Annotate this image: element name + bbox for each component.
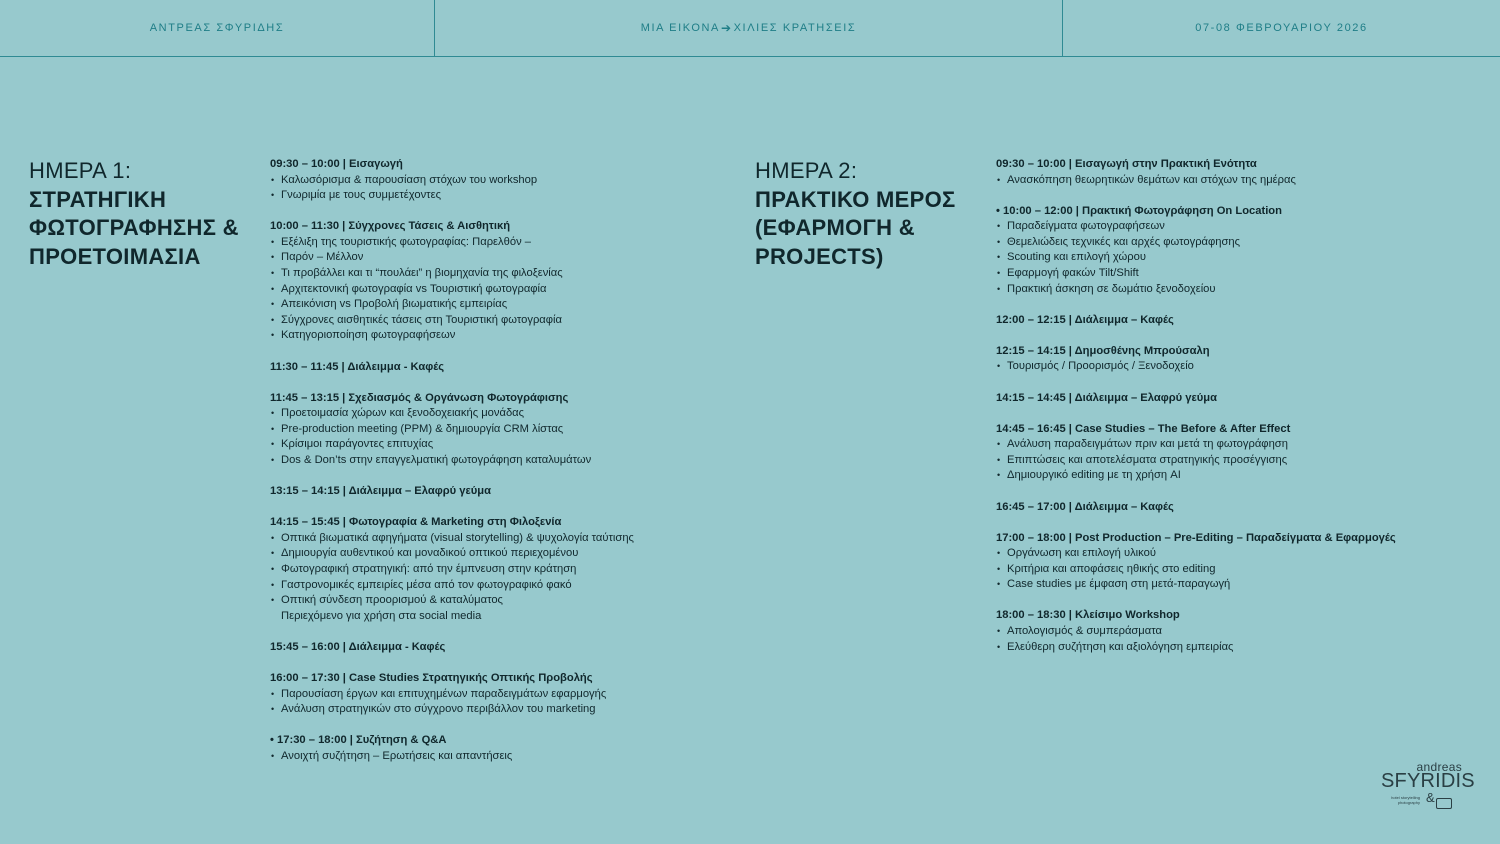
session-item: • Εξέλιξη της τουριστικής φωτογραφίας: Παρελθόν – [270,235,720,251]
schedule-block [996,313,1476,329]
session-heading: 17:00 – 18:00 | Post Production – Pre-Editing – Παραδείγματα & Εφαρμογές [996,531,1396,544]
session-item: • Γνωριμία με τους συμμετέχοντες [270,188,720,204]
session-item: • Ανασκόπηση θεωρητικών θεμάτων και στόχων της ημέρας [996,173,1476,189]
session-heading: 12:00 – 12:15 | Διάλειμμα – Καφές [996,313,1174,326]
schedule-block [270,515,720,624]
session-heading: 13:15 – 14:15 | Διάλειμμα – Ελαφρύ γεύμα [270,485,492,498]
session-heading: • 10:00 – 12:00 | Πρακτική Φωτογράφηση On Location [996,204,1282,217]
day2-label: ΗΜΕΡΑ 2: [755,158,858,183]
schedule-block [270,671,720,718]
session-item: • Σύγχρονες αισθητικές τάσεις στη Τουριστική φωτογραφία [270,313,720,329]
session-item: • Οπτική σύνδεση προορισμού & καταλύματος [270,593,720,609]
schedule-block [996,608,1476,655]
arrow-right-icon: ➔ [720,21,733,35]
session-item: • Τι προβάλλει και τι “πουλάει” η βιομηχανία της φιλοξενίας [270,266,720,282]
header-date [1063,0,1500,56]
session-item: • Παραδείγματα φωτογραφήσεων [996,219,1476,235]
session-heading: 14:15 – 14:45 | Διάλειμμα – Ελαφρύ γεύμα [996,391,1218,404]
schedule-block [996,344,1476,375]
schedule-block [270,157,720,204]
event-date: 07-08 ΦΕΒΡΟΥΑΡΙΟΥ 2026 [1195,22,1368,34]
session-item: • Πρακτική άσκηση σε δωμάτιο ξενοδοχείου [996,282,1476,298]
schedule-block [996,157,1476,188]
session-heading: 10:00 – 11:30 | Σύγχρονες Τάσεις & Αισθητική [270,220,511,233]
session-heading: 09:30 – 10:00 | Εισαγωγή στην Πρακτική Ενότητα [996,158,1257,170]
author-name: ΑΝΤΡΕΑΣ ΣΦΥΡΙΔΗΣ [149,22,285,34]
schedule-block [996,422,1476,484]
session-item: • Παρουσίαση έργων και επιτυχημένων παραδειγμάτων εφαρμογής [270,687,720,703]
logo-last-name: SFYRIDIS [1381,770,1475,792]
session-item: • Παρόν – Μέλλον [270,250,720,266]
session-heading: • 17:30 – 18:00 | Συζήτηση & Q&A [270,734,447,747]
day1-schedule [270,157,720,780]
schedule-block [270,391,720,469]
session-item: • Κρίσιμοι παράγοντες επιτυχίας [270,437,720,453]
session-item: • Γαστρονομικές εμπειρίες μέσα από τον φωτογραφικό φακό [270,578,720,594]
brand-logo [1378,760,1475,812]
session-item: • Επιπτώσεις και αποτελέσματα στρατηγικής προσέγγισης [996,453,1476,469]
event-title-part2: ΧΙΛΙΕΣ ΚΡΑΤΗΣΕΙΣ [733,22,857,34]
session-item: • Οργάνωση και επιλογή υλικού [996,546,1476,562]
top-bar [0,0,1500,57]
session-item: • Προετοιμασία χώρων και ξενοδοχειακής μονάδας [270,406,720,422]
schedule-block [270,219,720,344]
schedule-block [270,360,720,376]
logo-ampersand: & [1426,790,1435,805]
session-heading: 15:45 – 16:00 | Διάλειμμα - Καφές [270,640,446,653]
day2-schedule [996,157,1476,671]
session-heading: 18:00 – 18:30 | Κλείσιμο Workshop [996,609,1180,622]
session-item: • Δημιουργία αυθεντικού και μοναδικού οπτικού περιεχομένου [270,546,720,562]
session-heading: 12:15 – 14:15 | Δημοσθένης Μπρούσαλη [996,344,1210,357]
session-item: • Ελεύθερη συζήτηση και αξιολόγηση εμπειρίας [996,640,1476,656]
session-heading: 11:45 – 13:15 | Σχεδιασμός & Οργάνωση Φωτογράφισης [270,391,569,404]
session-heading: 11:30 – 11:45 | Διάλειμμα - Καφές [270,360,445,373]
session-item: • Εφαρμογή φακών Tilt/Shift [996,266,1476,282]
logo-first-name: andreas [1416,760,1462,774]
schedule-block [270,640,720,656]
day1-subtitle: ΣΤΡΑΤΗΓΙΚΗ ΦΩΤΟΓΡΑΦΗΣΗΣ & ΠΡΟΕΤΟΙΜΑΣΙΑ [29,186,239,269]
session-item: • Οπτικά βιωματικά αφηγήματα (visual storytelling) & ψυχολογία ταύτισης [270,531,720,547]
day2-title [755,157,985,271]
event-title-part1: ΜΙΑ ΕΙΚΟΝΑ [640,22,720,34]
schedule-block [996,204,1476,298]
session-item: • Ανοιχτή συζήτηση – Ερωτήσεις και απαντήσεις [270,749,720,765]
session-item: • Απεικόνιση vs Προβολή βιωματικής εμπειρίας [270,297,720,313]
session-heading: 16:45 – 17:00 | Διάλειμμα – Καφές [996,500,1174,513]
session-item: • Καλωσόρισμα & παρουσίαση στόχων του workshop [270,173,720,189]
session-item: • Pre-production meeting (PPM) & δημιουργία CRM λίστας [270,422,720,438]
session-heading: 14:15 – 15:45 | Φωτογραφία & Marketing στη Φιλοξενία [270,516,562,529]
session-item: • Απολογισμός & συμπεράσματα [996,624,1476,640]
session-heading: 09:30 – 10:00 | Εισαγωγή [270,158,403,170]
day2-subtitle: ΠΡΑΚΤΙΚΟ ΜΕΡΟΣ (ΕΦΑΡΜΟΓΗ & PROJECTS) [755,186,956,269]
session-item: • Case studies με έμφαση στη μετά-παραγωγή [996,577,1476,593]
schedule-block [996,500,1476,516]
schedule-block [996,391,1476,407]
session-heading: 14:45 – 16:45 | Case Studies – The Before & After Effect [996,422,1291,435]
day1-title [29,157,259,271]
session-item: • Φωτογραφική στρατηγική: από την έμπνευση στην κράτηση [270,562,720,578]
session-item: • Κριτήρια και αποφάσεις ηθικής στο editing [996,562,1476,578]
session-item-continuation: Περιεχόμενο για χρήση στα social media [281,609,482,622]
logo-tagline: hotel storytelling photography [1391,795,1420,805]
session-item: • Δημιουργικό editing με τη χρήση AI [996,468,1476,484]
session-item: • Θεμελιώδεις τεχνικές και αρχές φωτογράφησης [996,235,1476,251]
day1-label: ΗΜΕΡΑ 1: [29,158,132,183]
session-item: • Τουρισμός / Προορισμός / Ξενοδοχείο [996,359,1476,375]
header-author [0,0,435,56]
session-item: • Dos & Don’ts στην επαγγελματική φωτογράφηση καταλυμάτων [270,453,720,469]
session-item: • Κατηγοριοποίηση φωτογραφήσεων [270,328,720,344]
schedule-block [270,733,720,764]
schedule-block [270,484,720,500]
session-item: • Ανάλυση παραδειγμάτων πριν και μετά τη φωτογράφηση [996,437,1476,453]
session-heading: 16:00 – 17:30 | Case Studies Στρατηγικής Οπτικής Προβολής [270,671,593,684]
schedule-block [996,531,1476,593]
session-item: • Ανάλυση στρατηγικών στο σύγχρονο περιβάλλον του marketing [270,702,720,718]
camera-icon [1436,798,1452,809]
session-item: • Scouting και επιλογή χώρου [996,250,1476,266]
header-event-title [435,0,1063,56]
session-item: • Αρχιτεκτονική φωτογραφία vs Τουριστική φωτογραφία [270,282,720,298]
